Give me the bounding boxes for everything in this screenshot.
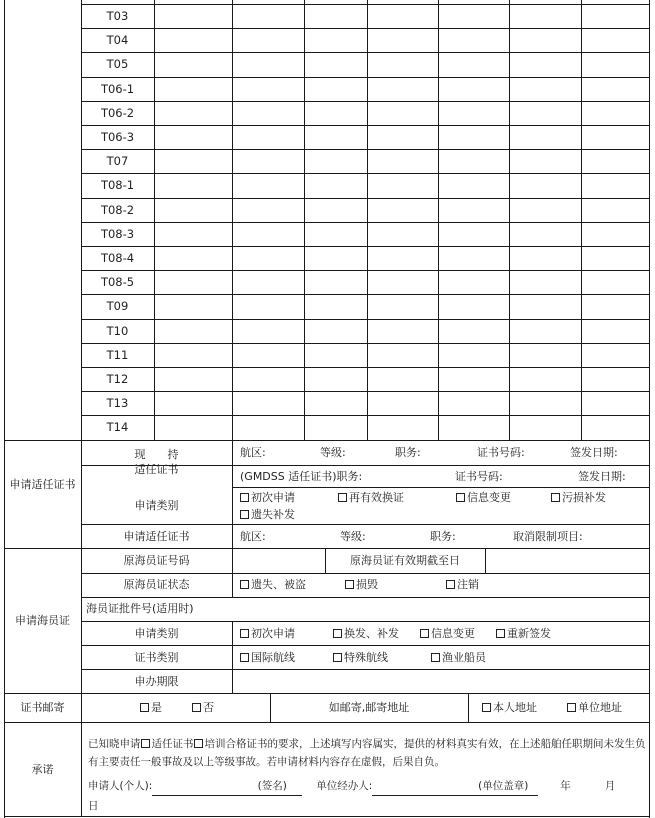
mail-no-option-label: 否 (203, 701, 214, 714)
service-code-cell: T08-5 (100, 275, 135, 289)
seaman-type-option[interactable] (240, 627, 295, 641)
month-label: 月 (604, 780, 616, 792)
grid-line-v (485, 548, 486, 573)
seaman-status-option[interactable] (345, 578, 378, 592)
pledge-body: 培训合格证书的要求，上述填写内容属实，提供的材料真实有效，在上述船舶任职期间未发生负有主要责任一般事故及以上等级事故。若申请材料内容存在虚假，后果自负。 (88, 738, 646, 768)
seaman-type-option[interactable] (420, 627, 475, 641)
service-code-cell: T08-2 (100, 203, 135, 217)
competency-type-option[interactable] (551, 491, 606, 505)
service-code-cell: T06-1 (100, 82, 135, 96)
service-code-cell: T09 (106, 299, 129, 313)
section-label-seaman: 申请海员证 (15, 614, 70, 627)
mail-yes-option-label: 是 (151, 701, 162, 714)
orig-seaman-no-label: 原海员证号码 (123, 554, 190, 567)
seaman-type-option[interactable] (496, 627, 551, 641)
seaman-status-option[interactable] (446, 578, 479, 592)
grid-line-v (232, 440, 233, 548)
mail-label: 证书邮寄 (20, 701, 65, 714)
grid-line-h (81, 597, 649, 598)
apply-field-1: 等级: (340, 530, 366, 543)
field-label-current-2: 职务: (395, 446, 421, 459)
application-period-label: 申办期限 (134, 675, 179, 688)
grid-line-h (81, 294, 649, 295)
grid-line-h (81, 415, 649, 416)
apply-cert-label: 申请适任证书 (123, 530, 190, 543)
mail-no-option[interactable] (192, 701, 214, 715)
field-label-current-4: 签发日期: (570, 446, 618, 459)
grid-line-v (232, 0, 233, 440)
seaman-type-option-label: 信息变更 (431, 627, 475, 640)
grid-line-h (81, 101, 649, 102)
field-label-current-0: 航区: (240, 446, 266, 459)
grid-line-v (581, 0, 582, 440)
competency-type-option-label: 再有效换证 (349, 491, 404, 504)
apply-field-2: 职务: (430, 530, 456, 543)
competency-type-option-label: 遗失补发 (251, 508, 295, 521)
competency-type-option[interactable] (240, 491, 295, 505)
grid-line-h (4, 693, 649, 694)
grid-line-h (81, 319, 649, 320)
service-code-cell: T04 (106, 33, 129, 47)
application-type-label: 申请类别 (134, 499, 179, 512)
cert-category-label: 证书类别 (134, 651, 179, 664)
grid-line-v (509, 0, 510, 440)
cert-category-checkbox[interactable] (333, 653, 342, 662)
grid-line-h (81, 343, 649, 344)
competency-type-option-label: 信息变更 (467, 491, 511, 504)
field-label-current-1: 等级: (320, 446, 346, 459)
cert-category-option[interactable] (240, 651, 295, 665)
section-label-competency: 申请适任证书 (9, 478, 76, 491)
unit-address-option-label: 单位地址 (578, 701, 622, 714)
service-code-cell: T06-3 (100, 130, 135, 144)
service-code-cell: T08-1 (100, 178, 135, 192)
service-code-cell: T08-3 (100, 227, 135, 241)
grid-line-h (81, 270, 649, 271)
competency-type-option[interactable] (240, 508, 295, 522)
competency-type-option[interactable] (338, 491, 404, 505)
seaman-status-checkbox[interactable] (240, 580, 249, 589)
cert-category-checkbox[interactable] (240, 653, 249, 662)
pledge-cert-checkbox[interactable] (141, 739, 150, 748)
service-code-cell: T13 (106, 396, 129, 410)
pledge-statement (88, 735, 646, 771)
seaman-status-option-label: 遗失、被盗 (251, 578, 306, 591)
self-address-checkbox[interactable] (482, 703, 491, 712)
unit-address-option[interactable] (567, 701, 622, 715)
grid-line-v (649, 0, 650, 818)
grid-line-h (81, 77, 649, 78)
grid-line-h (81, 645, 649, 646)
orig-seaman-status-label: 原海员证状态 (123, 578, 190, 591)
seaman-type-option[interactable] (333, 627, 399, 641)
grid-line-h (81, 669, 649, 670)
mail-address-label: 如邮寄,邮寄地址 (328, 701, 410, 714)
seaman-status-option[interactable] (240, 578, 306, 592)
pledge-prefix: 已知晓申请 (88, 738, 141, 750)
pledge-option-cert: 适任证书 (151, 738, 194, 750)
cert-category-option[interactable] (431, 651, 486, 665)
seaman-status-checkbox[interactable] (345, 580, 354, 589)
self-address-option-label: 本人地址 (493, 701, 537, 714)
agent-signature-field[interactable] (372, 777, 468, 796)
field-label-gmdss-1: 证书号码: (455, 470, 503, 483)
grid-line-h (81, 391, 649, 392)
year-label: 年 (560, 780, 571, 792)
seaman-type-checkbox[interactable] (496, 629, 505, 638)
seaman-app-type-label: 申请类别 (134, 627, 179, 640)
grid-line-h (81, 621, 649, 622)
competency-type-option[interactable] (456, 491, 511, 505)
grid-line-h (81, 52, 649, 53)
seaman-type-checkbox[interactable] (333, 629, 342, 638)
service-code-cell: T06-2 (100, 106, 135, 120)
service-code-cell: T11 (106, 348, 129, 362)
current-cert-label-2: 适任证书 (134, 463, 179, 476)
grid-line-v (232, 621, 233, 693)
seaman-type-checkbox[interactable] (240, 629, 249, 638)
seaman-type-option-label: 初次申请 (251, 627, 295, 640)
competency-type-option-label: 污损补发 (562, 491, 606, 504)
service-code-cell: T08-4 (100, 251, 135, 265)
grid-line-h (81, 28, 649, 29)
cert-category-option-label: 国际航线 (251, 651, 295, 664)
competency-type-checkbox[interactable] (338, 493, 347, 502)
orig-seaman-valid-label: 原海员证有效期截至日 (350, 554, 460, 567)
competency-type-checkbox[interactable] (240, 510, 249, 519)
field-label-current-3: 证书号码: (477, 446, 525, 459)
grid-line-h (232, 487, 649, 488)
unit-address-checkbox[interactable] (567, 703, 576, 712)
grid-line-h (81, 149, 649, 150)
seaman-type-checkbox[interactable] (420, 629, 429, 638)
sign-hint: (签名) (242, 777, 302, 796)
grid-line-v (232, 548, 233, 597)
competency-type-option-label: 初次申请 (251, 491, 295, 504)
competency-type-checkbox[interactable] (551, 493, 560, 502)
grid-line-v (468, 693, 469, 722)
grid-line-v (81, 693, 82, 722)
cert-category-checkbox[interactable] (431, 653, 440, 662)
cert-category-option-label: 渔业船员 (442, 651, 486, 664)
field-label-gmdss-0: (GMDSS 适任证书)职务: (240, 470, 363, 483)
seaman-type-option-label: 重新签发 (507, 627, 551, 640)
grid-line-h (81, 173, 649, 174)
competency-type-checkbox[interactable] (456, 493, 465, 502)
mail-yes-option[interactable] (140, 701, 162, 715)
grid-line-h (81, 4, 649, 5)
grid-line-v (81, 722, 82, 816)
day-label: 日 (88, 800, 99, 812)
grid-line-h (4, 440, 649, 441)
pledge-label: 承诺 (31, 763, 54, 776)
current-cert-label: 现 持 (134, 448, 179, 461)
signature-line (88, 777, 646, 796)
grid-line-h (81, 198, 649, 199)
service-code-cell: T07 (106, 154, 129, 168)
service-code-cell: T03 (106, 9, 129, 23)
seaman-status-option-label: 注销 (457, 578, 479, 591)
approval-no-label: 海员证批件号(适用时) (86, 602, 194, 615)
seal-hint: (单位盖章) (468, 777, 538, 796)
grid-line-h (81, 573, 649, 574)
grid-line-v (304, 0, 305, 440)
mail-no-checkbox[interactable] (192, 703, 201, 712)
grid-line-h (81, 246, 649, 247)
cert-category-option-label: 特殊航线 (344, 651, 388, 664)
self-address-option[interactable] (482, 701, 537, 715)
service-code-cell: T10 (106, 324, 129, 338)
grid-line-h (81, 524, 649, 525)
applicant-signature-field[interactable] (152, 777, 242, 796)
mail-yes-checkbox[interactable] (140, 703, 149, 712)
agent-label: 单位经办人: (316, 780, 373, 792)
grid-line-h (81, 222, 649, 223)
pledge-training-checkbox[interactable] (194, 739, 203, 748)
service-code-cell: T05 (106, 57, 129, 71)
grid-line-v (367, 0, 368, 440)
grid-line-h (81, 125, 649, 126)
grid-line-v (154, 0, 155, 440)
grid-line-h (81, 367, 649, 368)
grid-line-v (438, 0, 439, 440)
grid-line-h (4, 722, 649, 723)
competency-type-checkbox[interactable] (240, 493, 249, 502)
service-code-cell: T12 (106, 372, 129, 386)
service-code-cell: T14 (106, 420, 129, 434)
grid-line-v (4, 0, 5, 818)
seaman-type-option-label: 换发、补发 (344, 627, 399, 640)
apply-field-3: 取消限制项目: (513, 530, 583, 543)
apply-field-0: 航区: (240, 530, 266, 543)
seaman-status-checkbox[interactable] (446, 580, 455, 589)
field-label-gmdss-2: 签发日期: (578, 470, 626, 483)
seaman-status-option-label: 损毁 (356, 578, 378, 591)
cert-category-option[interactable] (333, 651, 388, 665)
grid-line-h (4, 816, 649, 817)
applicant-label: 申请人(个人): (88, 780, 153, 792)
grid-line-v (81, 548, 82, 693)
grid-line-h (4, 548, 649, 549)
